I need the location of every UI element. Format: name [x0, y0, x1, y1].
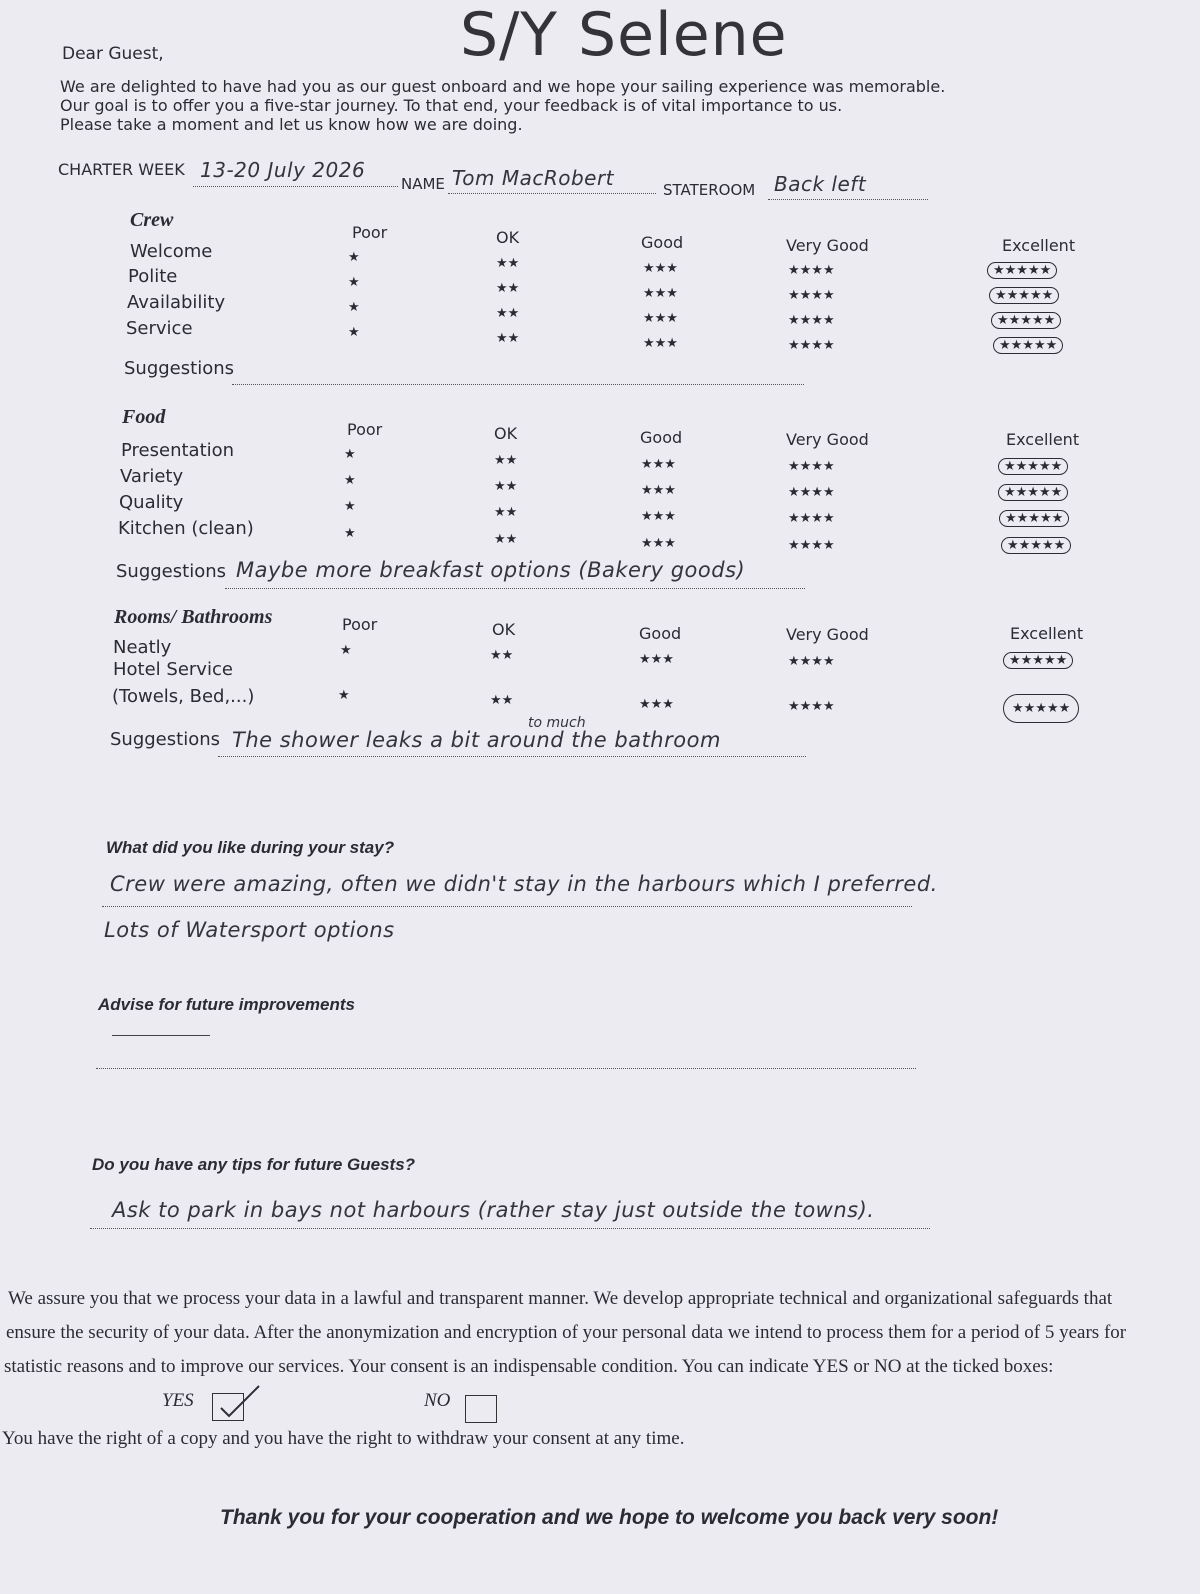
crew-suggestions-label: Suggestions — [124, 358, 234, 379]
rating-food-kitchen-3[interactable]: ★★★ — [641, 536, 676, 551]
crew-polite-label: Polite — [128, 266, 178, 287]
rating-crew-availability-3[interactable]: ★★★ — [643, 311, 678, 326]
rating-food-variety-3[interactable]: ★★★ — [641, 483, 676, 498]
consent-rights-line: You have the right of a copy and you have the right to withdraw your consent at any time. — [2, 1428, 685, 1449]
rooms-suggestions-label: Suggestions — [110, 729, 220, 750]
crew-welcome-label: Welcome — [130, 241, 213, 262]
rating-rooms-towels-3[interactable]: ★★★ — [639, 697, 674, 712]
header-ok: OK — [496, 228, 520, 247]
rating-food-quality-3[interactable]: ★★★ — [641, 509, 676, 524]
food-kitchen-label: Kitchen (clean) — [118, 518, 254, 539]
rating-food-quality-5[interactable]: ★★★★★ — [999, 510, 1069, 527]
consent-yes-checkbox[interactable] — [212, 1393, 244, 1421]
header-good: Good — [640, 428, 683, 447]
rating-crew-welcome-5[interactable]: ★★★★★ — [987, 262, 1057, 279]
stateroom-label: STATEROOM — [663, 181, 756, 199]
rating-food-presentation-1[interactable]: ★ — [344, 447, 356, 462]
rating-crew-welcome-4[interactable]: ★★★★ — [788, 263, 835, 278]
header-good: Good — [639, 624, 682, 643]
rating-food-presentation-5[interactable]: ★★★★★ — [998, 458, 1068, 475]
header-very-good: Very Good — [786, 430, 869, 449]
rating-rooms-neatly-4[interactable]: ★★★★ — [788, 654, 835, 669]
rating-crew-availability-5[interactable]: ★★★★★ — [991, 312, 1061, 329]
crew-availability-label: Availability — [127, 292, 226, 313]
rating-crew-welcome-3[interactable]: ★★★ — [643, 261, 678, 276]
question-liked-label: What did you like during your stay? — [106, 838, 395, 857]
rating-rooms-neatly-5[interactable]: ★★★★★ — [1003, 652, 1073, 669]
section-title-crew: Crew — [130, 209, 174, 231]
name-field[interactable]: Tom MacRobert — [452, 166, 615, 190]
rating-food-presentation-4[interactable]: ★★★★ — [788, 459, 835, 474]
charter-week-label: CHARTER WEEK — [58, 160, 185, 179]
rating-crew-polite-5[interactable]: ★★★★★ — [989, 287, 1059, 304]
rating-rooms-towels-1[interactable]: ★ — [338, 688, 350, 703]
thank-you-message: Thank you for your cooperation and we hope to welcome you back very soon! — [220, 1506, 999, 1529]
header-ok: OK — [494, 424, 518, 443]
header-very-good: Very Good — [786, 236, 869, 255]
rating-food-presentation-3[interactable]: ★★★ — [641, 457, 676, 472]
header-excellent: Excellent — [1010, 624, 1084, 643]
rating-food-variety-1[interactable]: ★ — [344, 473, 356, 488]
rating-food-quality-1[interactable]: ★ — [344, 499, 356, 514]
rating-crew-welcome-2[interactable]: ★★ — [496, 256, 520, 271]
rating-food-kitchen-1[interactable]: ★ — [344, 526, 356, 541]
rooms-suggestions-field[interactable]: The shower leaks a bit around the bathroom — [232, 728, 721, 752]
intro-line-1: We are delighted to have had you as our guest onboard and we hope your sailing experience was memorable. — [60, 77, 946, 96]
consent-no-label: NO — [424, 1390, 451, 1411]
rooms-hotel-service-label: Hotel Service — [113, 659, 233, 680]
consent-no-checkbox[interactable] — [465, 1395, 497, 1423]
rating-food-quality-2[interactable]: ★★ — [494, 505, 518, 520]
food-variety-label: Variety — [120, 466, 184, 487]
consent-yes-label: YES — [162, 1390, 194, 1411]
rating-crew-availability-2[interactable]: ★★ — [496, 306, 520, 321]
rating-food-variety-5[interactable]: ★★★★★ — [998, 484, 1068, 501]
rating-food-kitchen-4[interactable]: ★★★★ — [788, 538, 835, 553]
header-excellent: Excellent — [1002, 236, 1076, 255]
rating-food-presentation-2[interactable]: ★★ — [494, 453, 518, 468]
crew-service-label: Service — [126, 318, 193, 339]
question-liked-answer-2[interactable]: Lots of Watersport options — [104, 918, 395, 942]
food-presentation-label: Presentation — [121, 440, 235, 461]
rating-food-variety-2[interactable]: ★★ — [494, 479, 518, 494]
rating-rooms-towels-5[interactable]: ★★★★★ — [1003, 694, 1079, 723]
section-title-food: Food — [122, 406, 166, 428]
consent-line-1: We assure you that we process your data in a lawful and transparent manner. We develop appropriate technical and organizational safeguards that — [8, 1288, 1113, 1309]
rating-crew-service-3[interactable]: ★★★ — [643, 336, 678, 351]
rating-food-variety-4[interactable]: ★★★★ — [788, 485, 835, 500]
header-poor: Poor — [347, 420, 383, 439]
rating-crew-availability-4[interactable]: ★★★★ — [788, 313, 835, 328]
rating-food-quality-4[interactable]: ★★★★ — [788, 511, 835, 526]
question-liked-answer-1[interactable]: Crew were amazing, often we didn't stay in the harbours which I preferred. — [110, 872, 938, 896]
page-title: S/Y Selene — [460, 0, 788, 70]
question-improvements-label: Advise for future improvements — [98, 995, 355, 1014]
rating-crew-availability-1[interactable]: ★ — [348, 300, 360, 315]
rating-food-kitchen-5[interactable]: ★★★★★ — [1001, 537, 1071, 554]
rating-crew-polite-2[interactable]: ★★ — [496, 281, 520, 296]
rating-crew-service-1[interactable]: ★ — [348, 325, 360, 340]
rooms-towels-label: (Towels, Bed,...) — [112, 686, 255, 707]
rating-rooms-towels-4[interactable]: ★★★★ — [788, 699, 835, 714]
food-suggestions-label: Suggestions — [116, 561, 226, 582]
question-tips-answer[interactable]: Ask to park in bays not harbours (rather stay just outside the towns). — [112, 1198, 875, 1222]
salutation: Dear Guest, — [62, 44, 164, 64]
rating-rooms-neatly-3[interactable]: ★★★ — [639, 652, 674, 667]
rating-crew-polite-4[interactable]: ★★★★ — [788, 288, 835, 303]
rating-crew-service-4[interactable]: ★★★★ — [788, 338, 835, 353]
rating-crew-polite-3[interactable]: ★★★ — [643, 286, 678, 301]
rating-crew-service-5[interactable]: ★★★★★ — [993, 337, 1063, 354]
rating-crew-welcome-1[interactable]: ★ — [348, 250, 360, 265]
header-poor: Poor — [352, 223, 388, 242]
intro-line-2: Our goal is to offer you a five-star journey. To that end, your feedback is of vital importance to us. — [60, 96, 843, 115]
rating-rooms-neatly-1[interactable]: ★ — [340, 643, 352, 658]
header-excellent: Excellent — [1006, 430, 1080, 449]
name-label: NAME — [401, 175, 445, 193]
consent-line-3: statistic reasons and to improve our services. Your consent is an indispensable condition. You can indicate YES or NO at the ticked boxes: — [4, 1356, 1054, 1377]
rating-crew-polite-1[interactable]: ★ — [348, 275, 360, 290]
rating-rooms-towels-2[interactable]: ★★ — [490, 693, 514, 708]
food-quality-label: Quality — [119, 492, 184, 513]
consent-line-2: ensure the security of your data. After the anonymization and encryption of your personal data we intend to process them for a period of 5 years for — [6, 1322, 1127, 1343]
intro-line-3: Please take a moment and let us know how we are doing. — [60, 115, 523, 134]
header-very-good: Very Good — [786, 625, 869, 644]
rating-crew-service-2[interactable]: ★★ — [496, 331, 520, 346]
rooms-neatly-label: Neatly — [113, 637, 172, 658]
header-ok: OK — [492, 620, 516, 639]
question-tips-label: Do you have any tips for future Guests? — [92, 1155, 416, 1174]
rating-food-kitchen-2[interactable]: ★★ — [494, 532, 518, 547]
header-good: Good — [641, 233, 684, 252]
check-mark-icon — [211, 1380, 271, 1420]
header-poor: Poor — [342, 615, 378, 634]
rating-rooms-neatly-2[interactable]: ★★ — [490, 648, 514, 663]
rooms-suggestions-insert: to much — [528, 715, 586, 731]
section-title-rooms: Rooms/ Bathrooms — [114, 606, 273, 628]
food-suggestions-field[interactable]: Maybe more breakfast options (Bakery goods) — [236, 558, 746, 582]
charter-week-field[interactable]: 13-20 July 2026 — [200, 158, 366, 182]
stateroom-field[interactable]: Back left — [774, 172, 867, 196]
